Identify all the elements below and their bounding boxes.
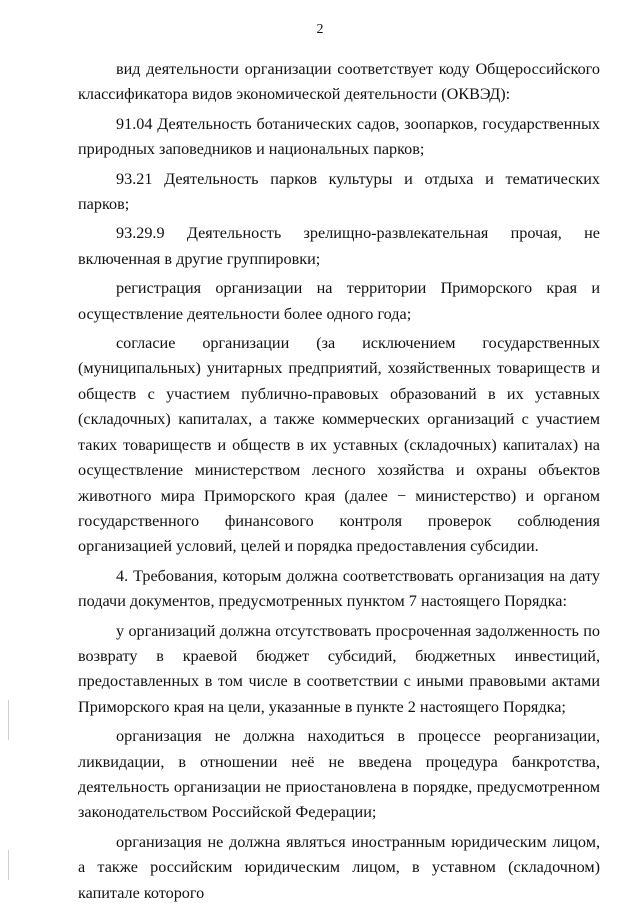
paragraph-no-reorganization: организация не должна находиться в процессе реорганизации, ликвидации, в отношении неё не введена процедура банкротства, деятельность организации не приостановлена в порядке, предусмотренном законодательством Российской Федерации; [78,727,600,822]
paragraph-no-debt: у организаций должна отсутствовать просроченная задолженность по возврату в краевой бюджет субсидий, бюджетных инвестиций, предоставленных в том числе в соответствии с иными правовыми актами Приморского края на цели, указанные в пункте 2 настоящего Порядка; [78,621,600,716]
paragraph-consent: согласие организации (за исключением государственных (муниципальных) унитарных предприятий, хозяйственных товариществ и обществ с участием публично-правовых образований в их уставных (складочных) капиталах, а также коммерческих организаций с участием таких товариществ и обществ в их уставных (складочных) капиталах) на осуществление министерством лесного хозяйства и охраны объектов животного мира Приморского края (далее − министерство) и органом государственного финансового контроля проверок соблюдения организацией условий, целей и порядка предоставления субсидии. [78,334,600,556]
paragraph-okved-intro: вид деятельности организации соответствует коду Общероссийского классификатора видов экономической деятельности (ОКВЭД): [78,60,600,104]
paragraph-okved-93-29-9: 93.29.9 Деятельность зрелищно-развлекательная прочая, не включенная в другие группировки; [78,224,600,268]
scan-margin-mark-top [8,700,9,740]
paragraph-registration: регистрация организации на территории Приморского края и осуществление деятельности более одного года; [78,279,600,323]
paragraph-not-foreign: организация не должна являться иностранным юридическим лицом, а также российским юридическим лицом, в уставном (складочном) капитале которого [78,832,600,902]
scan-margin-mark-bottom [8,850,9,880]
paragraph-requirements-heading: 4. Требования, которым должна соответствовать организация на дату подачи документов, предусмотренных пунктом 7 настоящего Порядка: [78,566,600,611]
document-body [78,57,600,906]
paragraph-okved-91-04: 91.04 Деятельность ботанических садов, зоопарков, государственных природных заповедников и национальных парков; [78,114,600,159]
paragraph-okved-93-21: 93.21 Деятельность парков культуры и отдыха и тематических парков; [78,169,600,214]
page-number: 2 [316,22,324,37]
